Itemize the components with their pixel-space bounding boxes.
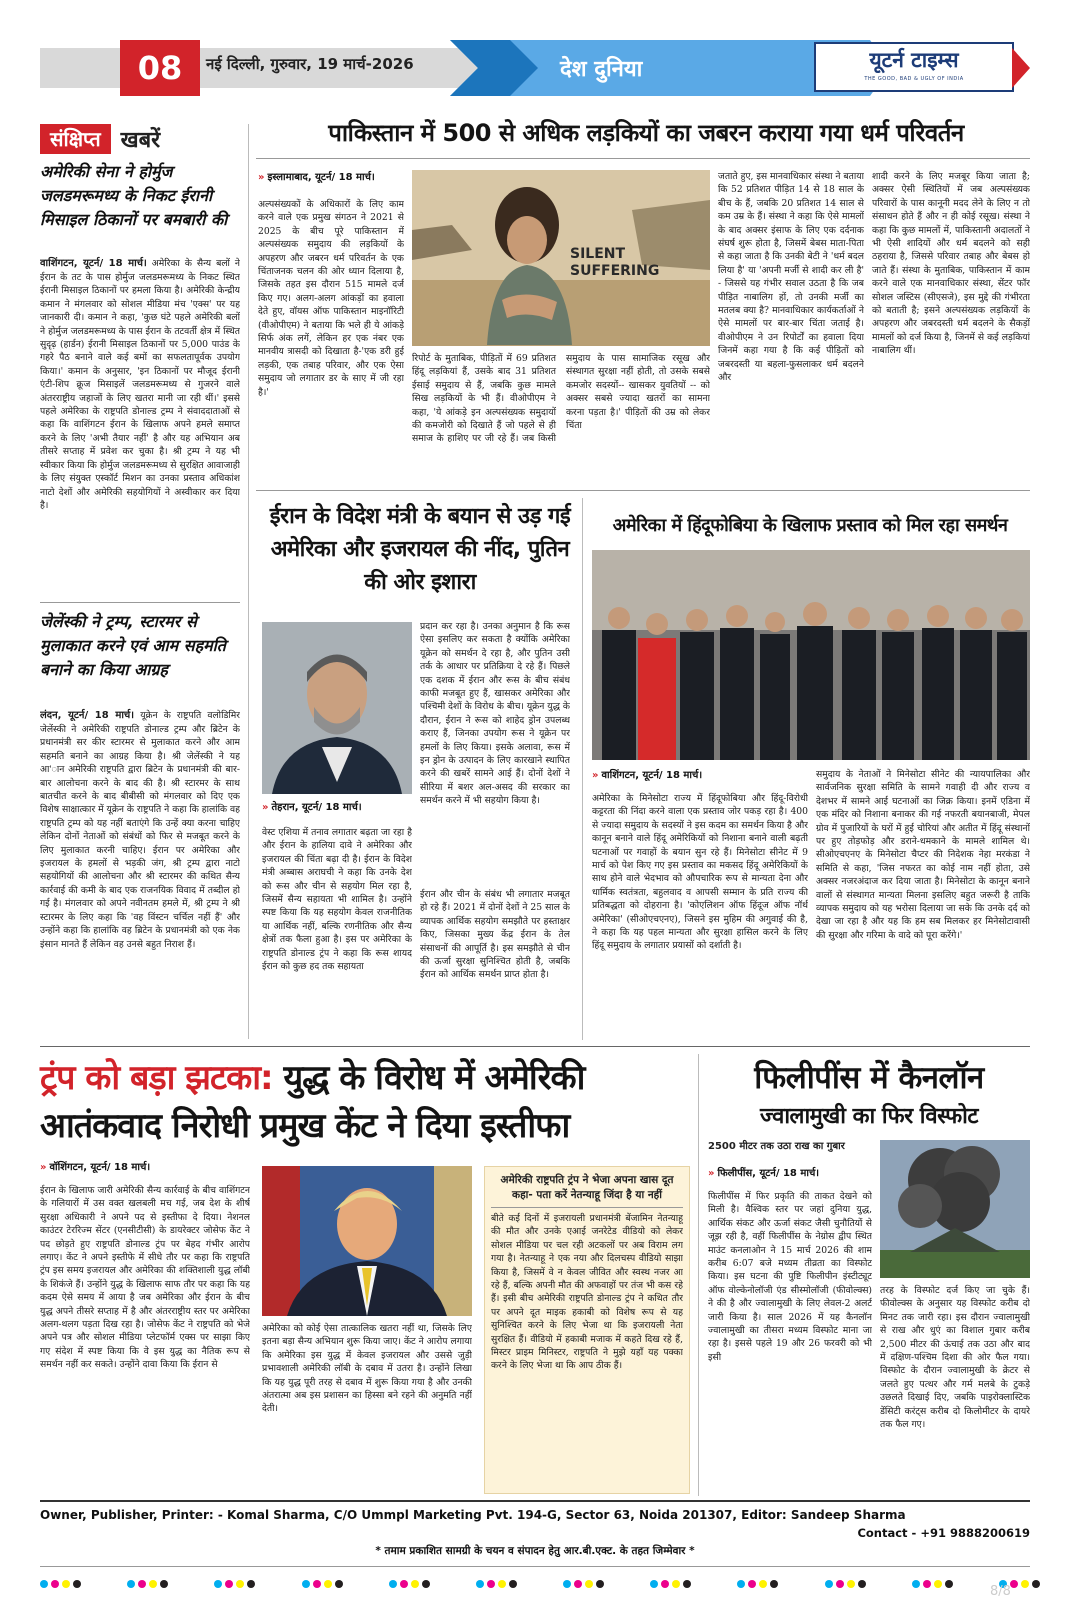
sidebar-story1-headline: अमेरिकी सेना ने होर्मुज जलडमरूमध्य के निकट ईरानी मिसाइल ठिकानों पर बमबारी की (40, 162, 228, 229)
brand-tagline: THE GOOD, BAD & UGLY OF INDIA (864, 76, 964, 82)
registration-dot (748, 1580, 756, 1588)
sidebar-rule (248, 124, 249, 1039)
registration-dot (422, 1580, 430, 1588)
iran-headline: ईरान के विदेश मंत्री के बयान से उड़ गई अमेरिका और इजरायल की नींद, पुतिन की ओर इशारा (269, 504, 571, 595)
trump-headline-red: ट्रंप को बड़ा झटका: (40, 1058, 273, 1098)
registration-dot (149, 1580, 157, 1588)
main-col1: अल्पसंख्यकों के अधिकारों के लिए काम करने वाले एक प्रमुख संगठन ने 2021 से 2025 के बीच पूरे पाकिस्तान में अल्पसंख्यक समुदाय की लड़कियों के अपहरण और जबरन धर्म परिवर्तन के एक चिंताजनक चलन की ओर ध्यान दिलाया है, जिसके तहत इस दौरान 515 मामले दर्ज किए गए। अलग-अलग आंकड़ों का हवाला देते हुए, वॉयस ऑफ पाकिस्तान माइनॉरिटी (वीओपीएम) ने बताया कि भले ही ये आंकड़े सिर्फ अंक लगें, लेकिन हर एक नंबर एक मानवीय त्रासदी को दिखाता है-'एक डरी हुई लड़की, एक तबाह परिवार, और एक ऐसा समुदाय जो लगातार डर के साए में जी रहा है।' (258, 199, 404, 398)
girl-photo (412, 170, 710, 346)
registration-dot (563, 1580, 571, 1588)
netanyahu-box-headline: अमेरिकी राष्ट्रपति ट्रंप ने भेजा अपना खास दूत कहा- पता करें नेतन्याहू जिंदा है या नहीं (491, 1173, 683, 1208)
registration-dot (825, 1580, 833, 1588)
volcano-dateline: » फिलीपींस, यूटर्न/ 18 मार्च। (708, 1168, 820, 1179)
registration-dot (335, 1580, 343, 1588)
main-bottom-rule (256, 490, 1030, 491)
registration-dot (923, 1580, 931, 1588)
registration-dot (770, 1580, 778, 1588)
brand-logo (814, 42, 1014, 92)
netanyahu-box (484, 1166, 690, 1494)
registration-dot (51, 1580, 59, 1588)
registration-dot (1010, 1580, 1018, 1588)
main-col4: शादी करने के लिए मजबूर किया जाता है; अक्सर ऐसी स्थितियों में जब अल्पसंख्यक परिवारों के पास कानूनी मदद लेने के लिए न तो संसाधन होते हैं और न ही कोई रसूख। संस्था ने कहा कि कुछ मामलों में, पाकिस्तानी अदालतों ने भी ऐसी शादियों और धर्म बदलने को सही ठहराया है, जिससे परिवार तबाह और बेबस हो जाते हैं। संस्था के मुताबिक, पाकिस्तान में काम करने वाले एक मानवाधिकार संस्था, सेंटर फॉर सोशल जस्टिस (सीएसजे), इस मुद्दे की गंभीरता को बताती है; इसने अल्पसंख्यक लड़कियों के अपहरण और जबरदस्ती धर्म बदलने के सैकड़ों मामलों को दर्ज किया है, जिनमें से कई लड़कियां नाबालिग थीं। (872, 171, 1030, 357)
page-fraction: 8/8 (990, 1584, 1011, 1599)
registration-dot (127, 1580, 135, 1588)
minister-photo (262, 622, 412, 794)
main-dateline: » इस्लामाबाद, यूटर्न/ 18 मार्च। (258, 172, 375, 183)
registration-dot (672, 1580, 680, 1588)
page-number-box (120, 40, 200, 96)
registration-dot (661, 1580, 669, 1588)
registration-dot (945, 1580, 953, 1588)
iran-col3: ईरान और चीन के संबंध भी लगातार मजबूत हो रहे हैं। 2021 में दोनों देशों ने 25 साल के व्यापक आर्थिक सहयोग समझौते पर हस्ताक्षर किए, जिसका मुख्य केंद्र ईरान के तेल संसाधनों की आपूर्ति है। इस समझौते से चीन की ऊर्जा सुरक्षा सुनिश्चित होती है, जबकि ईरान को आर्थिक समर्थन प्राप्त होता है। (420, 889, 570, 981)
registration-dot (411, 1580, 419, 1588)
registration-dot (247, 1580, 255, 1588)
registration-dot (487, 1580, 495, 1588)
main-headline-rule (256, 158, 1030, 159)
volcano-col1: फिलीपींस में फिर प्रकृति की ताकत देखने को मिली है। वैश्विक स्तर पर जहां दुनिया युद्ध, आर्थिक संकट और ऊर्जा संकट जैसी चुनौतियों से जूझ रही है, वहीं फिलीपींस के नेग्रोस द्वीप स्थित माउंट कनलाओन ने 15 मार्च 2026 की शाम करीब 6:07 बजे मध्यम तीव्रता का विस्फोट किया। इस घटना की पुष्टि फिलीपीन इंस्टीट्यूट ऑफ वोल्केनोलॉजी एंड सीस्मोलॉजी (फीवोल्क्स) ने की है और ज्वालामुखी के लिए लेवल-2 अलर्ट जारी किया है। साल 2026 में यह कैनलॉन ज्वालामुखी का तीसरा मध्यम विस्फोट माना जा रहा है। इससे पहले 19 और 26 फरवरी को भी इसी (708, 1191, 872, 1363)
sidebar-story2-dateline: लंदन, यूटर्न/ 18 मार्च। (40, 710, 135, 721)
registration-dot (400, 1580, 408, 1588)
registration-dot (236, 1580, 244, 1588)
main-headline: पाकिस्तान में 500 से अधिक लड़कियों का जबरन कराया गया धर्म परिवर्तन (328, 119, 964, 147)
footer-imprint: Owner, Publisher, Printer: - Komal Sharma, C/O Ummpl Marketing Pvt. 194-G, Sector 63, Noida 201307, Editor: Sandeep Sharma (40, 1508, 906, 1522)
section-title: देश दुनिया (560, 57, 643, 82)
trump-headline (40, 1054, 690, 1150)
registration-dot (585, 1580, 593, 1588)
registration-dot (476, 1580, 484, 1588)
registration-dot (596, 1580, 604, 1588)
volcano-subhead: 2500 मीटर तक उठा राख का गुबार (708, 1141, 845, 1152)
volcano-headline-line2: ज्वालामुखी का फिर विस्फोट (760, 1104, 978, 1129)
header-dateline: नई दिल्ली, गुरुवार, 19 मार्च-2026 (206, 55, 414, 73)
sidebar-story1-dateline: वाशिंगटन, यूटर्न/ 18 मार्च। (40, 258, 147, 269)
registration-dot (498, 1580, 506, 1588)
trump-col1: ईरान के खिलाफ जारी अमेरिकी सैन्य कार्रवाई के बीच वाशिंगटन के गलियारों में उस वक्त खलबली मच गई, जब देश के शीर्ष सुरक्षा अधिकारी ने अपने पद से इस्तीफा दे दिया। नेशनल काउंटर टेररिज्म सेंटर (एनसीटीसी) के डायरेक्टर जोसेफ केंट ने पद छोड़ते हुए राष्ट्रपति डोनाल्ड ट्रंप पर बेहद गंभीर आरोप लगाए। केंट ने अपने इस्तीफे में सीधे तौर पर कहा कि राष्ट्रपति ट्रंप इस समय इजरायल और अमेरिका की शक्तिशाली युद्ध लॉबी के शिकंजे हैं। उन्होंने युद्ध के खिलाफ साफ तौर पर कहा कि यह कदम ऐसे समय में आया है जब अमेरिका और ईरान के बीच युद्ध अपने तीसरे सप्ताह में है और अंतरराष्ट्रीय स्तर पर अमेरिका अलग-थलग पड़ता दिख रहा है। जोसेफ केंट ने राष्ट्रपति को भेजे अपने पत्र और सोशल मीडिया प्लेटफॉर्म एक्स पर साझा किए गए संदेश में स्पष्ट किया कि वे इस युद्ध का नैतिक रूप से समर्थन नहीं कर सकते। उन्होंने दावा किया कि ईरान से (40, 1185, 250, 1371)
registration-dot (40, 1580, 48, 1588)
sidebar-label (40, 124, 160, 154)
registration-dot (62, 1580, 70, 1588)
registration-dot (759, 1580, 767, 1588)
main-col3: जताते हुए, इस मानवाधिकार संस्था ने बताया कि 52 प्रतिशत पीड़ित 14 से 18 साल के बीच के हैं, जबकि 20 प्रतिशत 14 साल से कम उम्र के हैं। संस्था ने कहा कि ऐसे मामलों के बाद अक्सर इंसाफ के लिए एक दर्दनाक संघर्ष शुरू होता है, जिसमें बेबस माता-पिता से कहा जाता है कि उनकी बेटी ने 'धर्म बदल लिया है' या 'अपनी मर्जी से शादी कर ली है' - जिससे यह गंभीर सवाल उठता है कि जब पीड़ित नाबालिग हों, तो उनकी मर्जी का मतलब क्या है? मानवाधिकार कार्यकर्ताओं ने ऐसे मामलों पर बार-बार चिंता जताई है। वीओपीएम ने उन रिपोर्टों का हवाला दिया जिनमें कहा गया है कि कई पीड़ितों को जबरदस्ती या बहला-फुसलाकर धर्म बदलने और (718, 171, 864, 384)
registration-dot-group (214, 1580, 255, 1594)
iran-col2: वेस्ट एशिया में तनाव लगातार बढ़ता जा रहा है और ईरान के हालिया दावे ने अमेरिका और इजरायल की चिंता बढ़ा दी है। ईरान के विदेश मंत्री अब्बास अराघची ने कहा कि उनके देश को रूस और चीन से सहयोग मिल रहा है, जिसमें सैन्य सहायता भी शामिल है। उन्होंने स्पष्ट किया कि यह सहयोग केवल राजनीतिक या आर्थिक नहीं, बल्कि रणनीतिक और सैन्य क्षेत्रों तक फैला हुआ है। इस पर अमेरिका के राष्ट्रपति डोनाल्ड ट्रंप ने कहा कि रूस शायद ईरान को कुछ हद तक सहायता (262, 827, 412, 973)
registration-dot (73, 1580, 81, 1588)
registration-dot (302, 1580, 310, 1588)
registration-dot-group (476, 1580, 517, 1594)
registration-dot (214, 1580, 222, 1588)
registration-dot-group (912, 1580, 953, 1594)
girl-illustration (412, 170, 710, 346)
registration-dot (389, 1580, 397, 1588)
color-registration-dots (40, 1580, 1040, 1594)
sidebar-divider (40, 602, 240, 603)
mid-page-rule (40, 1046, 1030, 1047)
hinduphobia-col1: अमेरिका के मिनेसोटा राज्य में हिंदूफोबिया और हिंदू-विरोधी कट्टरता की निंदा करने वाला एक प्रस्ताव जोर पकड़ रहा है। 400 से ज्यादा समुदाय के सदस्यों ने इस कदम का समर्थन किया है और कानून बनाने वाले हिंदू अमेरिकियों को निशाना बनाने वाली बढ़ती घटनाओं पर गवाहों के बयान सुन रहे हैं। मिनेसोटा सीनेट में 9 मार्च को पेश किए गए इस प्रस्ताव का मकसद हिंदू अमेरिकियों के साथ होने वाले भेदभाव को औपचारिक रूप से मान्यता देना और धार्मिक स्वतंत्रता, बहुलवाद व आपसी सम्मान के प्रति राज्य की प्रतिबद्धता को दोहराना है। 'कोएलिशन ऑफ हिंदूज ऑफ नॉर्थ अमेरिका' (सीओएचएनए), जिसने इस मुहिम की अगुवाई की है, ने कहा कि यह पहल मान्यता और सुरक्षा हासिल करने के लिए हिंदू समुदाय के लगातार प्रयासों को दर्शाती है। (592, 793, 808, 952)
brand-arrow (1012, 48, 1030, 88)
registration-dot (225, 1580, 233, 1588)
main-col2: रिपोर्ट के मुताबिक, पीड़ितों में 69 प्रतिशत हिंदू लड़कियां हैं, उसके बाद 31 प्रतिशत ईसाई समुदाय से हैं, जबकि कुछ मामले सिख लड़कियों के भी हैं। वीओपीएम ने कहा, 'ये आंकड़े इन अल्पसंख्यक समुदायों की कमजोरी को दिखाते हैं जो पहले से ही समाज के हाशिए पर जी रहे हैं। जब किसी समुदाय के पास सामाजिक रसूख और संस्थागत सुरक्षा नहीं होती, तो उसके सबसे कमजोर सदस्यों-- खासकर युवतियों -- को अक्सर सबसे ज्यादा खतरों का सामना करना पड़ता है।' पीड़ितों की उम्र को लेकर चिंता (412, 353, 710, 445)
iran-dateline: » तेहरान, यूटर्न/ 18 मार्च। (262, 802, 362, 813)
sidebar-label-red: संक्षिप्त (40, 124, 111, 154)
registration-dot (650, 1580, 658, 1588)
volcano-col2: तरह के विस्फोट दर्ज किए जा चुके हैं। फीवोल्क्स के अनुसार यह विस्फोट करीब दो मिनट तक जारी रहा। इस दौरान ज्वालामुखी से राख और धुएं का विशाल गुबार करीब 2,500 मीटर की ऊंचाई तक उठा और बाद में दक्षिण-पश्चिम दिशा की ओर फैल गया। विस्फोट के दौरान ज्वालामुखी के क्रेटर से जलते हुए पत्थर और गर्म मलबे के टुकड़े उछलते दिखाई दिए, जबकि पाइरोक्लास्टिक डेंसिटी करंट्स करीब दो किलोमीटर के दायरे तक फैल गए। (880, 1285, 1030, 1431)
trump-col2: अमेरिका को कोई ऐसा तात्कालिक खतरा नहीं था, जिसके लिए इतना बड़ा सैन्य अभियान शुरू किया जाए। केंट ने आरोप लगाया कि अमेरिका इस युद्ध में केवल इजरायल और उससे जुड़ी प्रभावशाली अमेरिकी लॉबी के दबाव में उतरा है। उन्होंने लिखा कि यह युद्ध पूरी तरह से दबाव में शुरू किया गया है और उनकी अंतरात्मा अब इस प्रशासन का हिस्सा बने रहने की अनुमति नहीं देती। (262, 1323, 472, 1415)
sidebar-label-dark: खबरें (120, 128, 161, 153)
iran-col1: प्रदान कर रहा है। उनका अनुमान है कि रूस ऐसा इसलिए कर सकता है क्योंकि अमेरिका यूक्रेन को समर्थन दे रहा है, और पुतिन उसी तर्क के आधार पर प्रतिक्रिया दे रहे हैं। पिछले एक दशक में ईरान और रूस के बीच संबंध काफी मजबूत हुए हैं, खासकर अमेरिका और पश्चिमी देशों के विरोध के बीच। यूक्रेन युद्ध के दौरान, ईरान ने रूस को शाहेद ड्रोन उपलब्ध कराए हैं, जिनका उपयोग रूस ने यूक्रेन पर हमलों के लिए किया। इसके अलावा, रूस में इन ड्रोन के उत्पादन के लिए कारखाने स्थापित करने की खबरें सामने आई हैं। दोनों देशों ने सीरिया में बशर अल-असद की सरकार का समर्थन करने में भी सहयोग किया है। (420, 621, 570, 807)
header-bar (40, 40, 1030, 96)
trump-photo (262, 1166, 472, 1316)
registration-dot-group (563, 1580, 604, 1594)
sidebar-story2-body: लंदन, यूटर्न/ 18 मार्च। यूक्रेन के राष्ट्रपति वलोडिमिर जेलेंस्की ने अमेरिकी राष्ट्रपति डोनाल्ड ट्रम्प और ब्रिटेन के प्रधानमंत्री सर कीर स्टारमर से मुलाकात करने और आम सहमति बनाने का आग्रह किया है। श्री जेलेंस्की ने यह आ'ान अमेरिकी राष्ट्रपति द्वारा ब्रिटेन के प्रधानमंत्री की बार-बार आलोचना करने के बाद की है। श्री स्टारमर के साथ बातचीत करने के बाद बीबीसी को मंगलवार को दिए एक विशेष साक्षात्कार में यूक्रेन के राष्ट्रपति ने कहा कि हालांकि वह राष्ट्रपति ट्रम्प को यह नहीं बताएंगे कि उन्हें क्या करना चाहिए लेकिन दोनों नेताओं को संबंधों को फिर से मजबूत करने के लिए मुलाकात करनी चाहिए। ईरान पर अमेरिका और इजरायल के हमलों से भड़की जंग, श्री ट्रम्प द्वारा नाटो सहयोगियों की आलोचना और श्री स्टारमर की कथित सैन्य कार्रवाई की कमी के बाद एक राजनयिक विवाद में तब्दील हो गई है। मंगलवार को अपने नवीनतम हमले में, श्री ट्रम्प ने श्री स्टारमर के लिए कहा कि 'वह विंस्टन चर्चिल नहीं हैं' और उन्होंने कहा कि हालांकि वह ब्रिटेन के प्रधानमंत्री को एक नेक इंसान मानते हैं लेकिन वह उनसे बहुत निराश हैं। (40, 710, 240, 950)
registration-dot (574, 1580, 582, 1588)
trump-dateline: » वॉशिंगटन, यूटर्न/ 18 मार्च। (40, 1162, 151, 1173)
sidebar-story2-headline: जेलेंस्की ने ट्रम्प, स्टारमर से मुलाकात करने एवं आम सहमति बनाने का किया आग्रह (40, 612, 226, 679)
hinduphobia-col2: समुदाय के नेताओं ने मिनेसोटा सीनेट की न्यायपालिका और सार्वजनिक सुरक्षा समिति के सामने गवाही दी और राज्य व देशभर में सामने आई घटनाओं का जिक्र किया। इनमें एडिना में एक मंदिर को निशाना बनाकर की गई नफरती बयानबाजी, मेपल ग्रोव में पुजारियों के घरों में हुई चोरियां और अतीत में हिंदू संस्थानों पर हुए तोड़फोड़ और डराने-धमकाने के मामले शामिल थे। सीओएचएनए के मिनेसोटा चैप्टर की निदेशक नेहा मरकंडा ने समिति से कहा, 'जिस नफरत का कोई नाम नहीं होता, उसे अक्सर नजरअंदाज कर दिया जाता है। मिनेसोटा के कानून बनाने वालों से संस्थागत मान्यता मिलना इसलिए बहुत जरूरी है ताकि व्यापक समुदाय को यह भरोसा दिलाया जा सके कि उनके दर्द को देखा जा रहा है और यह कि हम सब मिलकर हर मिनेसोटावासी की सुरक्षा और गरिमा के वादे को पूरा करेंगे।' (816, 769, 1030, 941)
footer-disclaimer: * तमाम प्रकाशित सामग्री के चयन व संपादन हेतु आर.बी.एक्ट. के तहत जिम्मेवार * (375, 1545, 695, 1557)
registration-dot-group (737, 1580, 778, 1594)
trump-headline-dark: युद्ध के विरोध में अमेरिकी आतंकवाद निरोधी प्रमुख केंट ने दिया इस्तीफा (40, 1058, 585, 1146)
registration-dot (847, 1580, 855, 1588)
silent-suffering-text: SILENT SUFFERING (570, 246, 660, 279)
registration-dot-group (825, 1580, 866, 1594)
registration-dot (313, 1580, 321, 1588)
registration-dot (737, 1580, 745, 1588)
registration-dot (934, 1580, 942, 1588)
group-photo (592, 550, 1030, 760)
registration-dot (509, 1580, 517, 1588)
page-number: 08 (137, 49, 183, 87)
registration-dot-group (40, 1580, 81, 1594)
volcano-headline-line1: फिलीपींस में कैनलॉन (754, 1060, 984, 1096)
registration-dot (138, 1580, 146, 1588)
footer-contact: Contact - +91 9888200619 (857, 1526, 1030, 1540)
brand-name: यूटर्न टाइम्स (869, 48, 959, 72)
netanyahu-box-body: बीते कई दिनों में इजरायली प्रधानमंत्री बेंजामिन नेतन्याहू की मौत और उनके एआई जनरेटेड वीडियो को लेकर सोशल मीडिया पर चल रही अटकलों पर अब विराम लग गया है। नेतन्याहू ने एक नया और दिलचस्प वीडियो साझा किया है, जिसमें वे न केवल जीवित और स्वस्थ नजर आ रहे हैं, बल्कि अपनी मौत की अफवाहों पर तंज भी कस रहे हैं। इसी बीच अमेरिकी राष्ट्रपति डोनाल्ड ट्रंप ने कथित तौर पर अपने दूत माइक हकाबी को विशेष रूप से यह सुनिश्चित करने के लिए भेजा था कि इजरायली नेता सुरक्षित हैं। वीडियो में हकाबी मजाक में कहते दिख रहे हैं, मिस्टर प्राइम मिनिस्टर, राष्ट्रपति ने मुझे यहाँ यह पक्का करने के लिए भेजा था कि आप ठीक हैं। (491, 1213, 683, 1372)
volcano-photo (880, 1140, 1030, 1278)
registration-dot-group (389, 1580, 430, 1594)
registration-dot-group (650, 1580, 691, 1594)
registration-dot-group (127, 1580, 168, 1594)
registration-dot (683, 1580, 691, 1588)
registration-dot (324, 1580, 332, 1588)
registration-dot (836, 1580, 844, 1588)
registration-dot (858, 1580, 866, 1588)
registration-dot-group (302, 1580, 343, 1594)
registration-dot (1032, 1580, 1040, 1588)
registration-dot (1021, 1580, 1029, 1588)
registration-dot (912, 1580, 920, 1588)
hinduphobia-dateline: » वाशिंगटन, यूटर्न/ 18 मार्च। (592, 770, 703, 781)
sidebar-story1-body: वाशिंगटन, यूटर्न/ 18 मार्च। अमेरिका के सैन्य बलों ने ईरान के तट के पास होर्मुज जलडमरूमध्य के निकट स्थित ईरानी मिसाइल ठिकानों पर हमला किया है। अमेरिकी केन्द्रीय कमान ने मंगलवार को सोशल मीडिया मंच 'एक्स' पर यह जानकारी दी। कमान ने कहा, 'कुछ घंटे पहले अमेरिकी बलों ने होर्मुज जलडमरूमध्य के पास ईरान के तटवर्ती क्षेत्र में स्थित सुदृढ़ (हार्डन) ईरानी मिसाइल ठिकानों पर 5,000 पाउंड के गहरे पैठ बनाने वाले कई बमों का सफलतापूर्वक उपयोग किया।' कमान के अनुसार, 'इन ठिकानों पर मौजूद ईरानी एंटी-शिप क्रूज मिसाइलें जलडमरूमध्य से गुजरने वाले अंतरराष्ट्रीय जहाजों के लिए खतरा मानी जा रही थीं।' इससे पहले अमेरिका के राष्ट्रपति डोनाल्ड ट्रम्प ने संवाददाताओं से कहा कि वाशिंगटन ईरान के खिलाफ अपने हमले समाप्त करने के लिए 'अभी तैयार नहीं' है और यह अभियान अब तीसरे सप्ताह में प्रवेश कर चुका है। श्री ट्रम्प ने यह भी स्वीकार किया कि होर्मुज जलडमरूमध्य से सुरक्षित आवाजाही के लिए संयुक्त एस्कॉर्ट मिशन का उनका प्रस्ताव अधिकांश नाटो देशों और अमेरिकी सहयोगियों ने अस्वीकार कर दिया है। (40, 258, 240, 511)
registration-dot (160, 1580, 168, 1588)
hinduphobia-headline: अमेरिका में हिंदूफोबिया के खिलाफ प्रस्ताव को मिल रहा समर्थन (612, 515, 1008, 536)
